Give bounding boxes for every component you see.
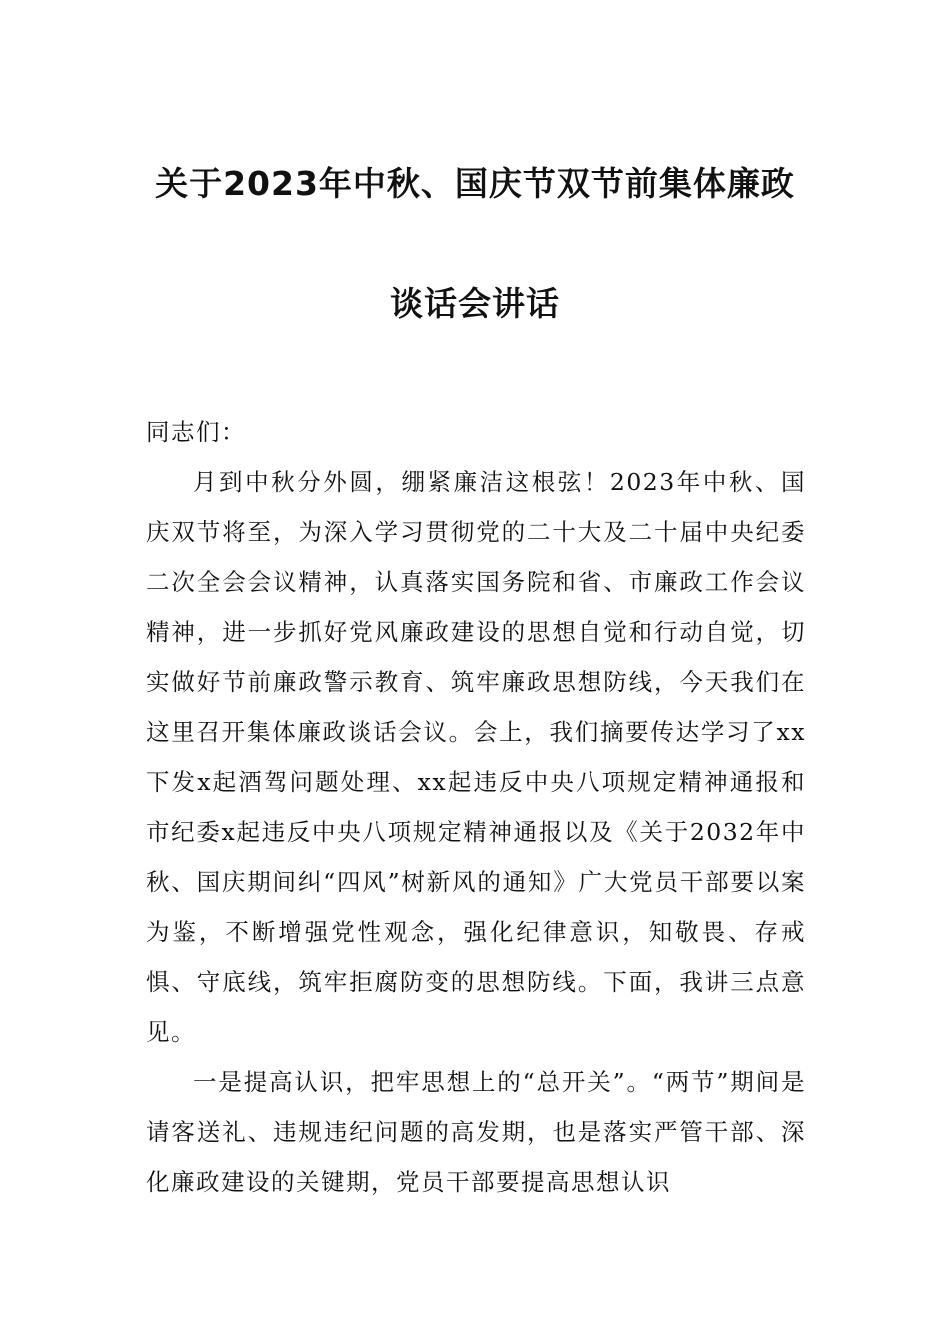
document-title-line-1: 关于2023年中秋、国庆节双节前集体廉政 [155,164,795,203]
paragraph-2: 一是提高认识，把牢思想上的“总开关”。“两节”期间是请客送礼、违规违纪问题的高发期，也是落实严管干部、深化廉政建设的关键期，党员干部要提高思想认识 [146,1068,806,1196]
salutation: 同志们： [146,418,246,446]
paragraph-1: 月到中秋分外圆，绷紧廉洁这根弦！2023年中秋、国庆双节将至，为深入学习贯彻党的二十大及二十届中央纪委二次全会会议精神，认真落实国务院和省、市廉政工作会议精神，进一步抓好党风廉政建设的思想自觉和行动自觉，切实做好节前廉政警示教育、筑牢廉政思想防线，今天我们在这里召开集体廉政谈话会议。会上，我们摘要传达学习了xx下发x起酒驾问题处理、xx起违反中央八项规定精神通报和市纪委x起违反中央八项规定精神通报以及《关于2032年中秋、国庆期间纠“四风”树新风的通知》广大党员干部要以案为鉴，不断增强党性观念，强化纪律意识，知敬畏、存戒惧、守底线，筑牢拒腐防变的思想防线。下面，我讲三点意见。 [146,468,806,1046]
document-title-line-2: 谈话会讲话 [390,284,560,323]
document-body [146,457,806,1207]
